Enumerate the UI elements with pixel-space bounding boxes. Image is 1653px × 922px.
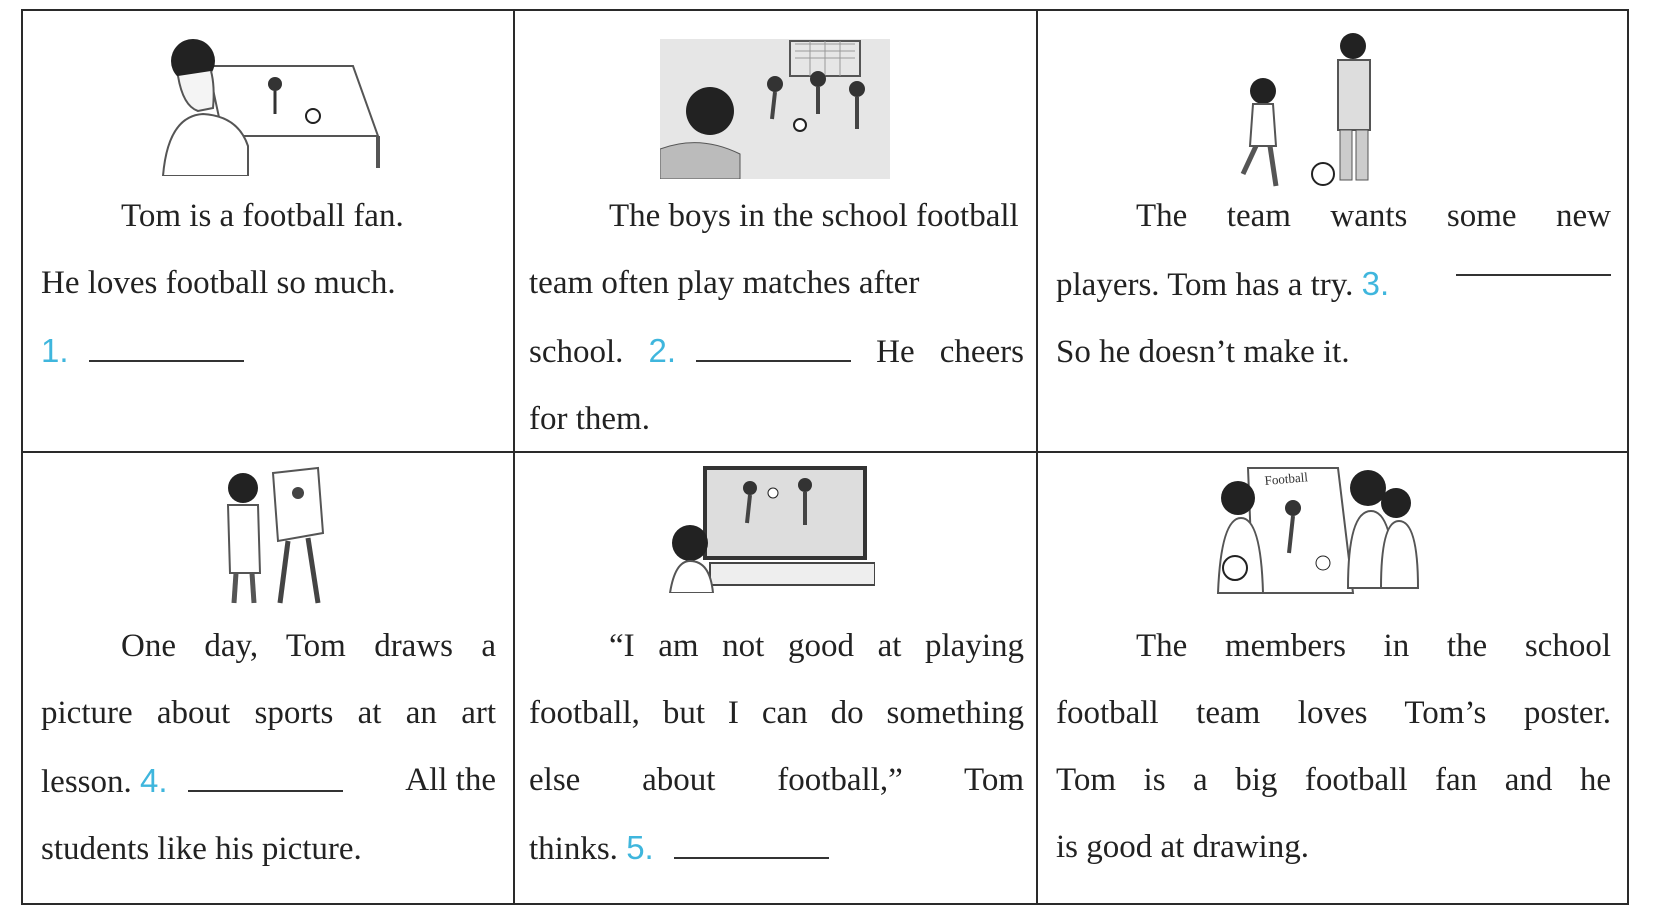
- panel-4-after: All the: [405, 762, 496, 798]
- panel-4-line-3: lesson.: [41, 764, 132, 800]
- panel-3-tail: So he doesn’t make it.: [1056, 334, 1350, 370]
- panel-2-tail: for them.: [529, 401, 650, 437]
- panel-5-line-3: else about football,” Tom: [529, 762, 1024, 798]
- panel-2-after: He cheers: [876, 334, 1024, 370]
- panel-1-line-1: Tom is a football fan.: [121, 198, 404, 234]
- boy-at-easel-illustration: [218, 463, 338, 613]
- panel-4-text: [41, 613, 496, 883]
- panel-4-line-1: One day, Tom draws a: [121, 628, 496, 664]
- panel-3-line-1: The team wants some new: [1136, 198, 1611, 234]
- panel-2-text: [529, 183, 1024, 453]
- panel-4-tail: students like his picture.: [41, 831, 362, 867]
- panel-2-line-3: school.: [529, 334, 624, 370]
- answer-blank-3[interactable]: [1456, 250, 1611, 276]
- panel-5: [515, 453, 1036, 905]
- panel-5-line-1: “I am not good at playing: [609, 628, 1024, 664]
- answer-blank-4[interactable]: [188, 766, 343, 792]
- panel-6: [1038, 453, 1629, 905]
- panel-6-line-4: is good at drawing.: [1056, 829, 1309, 865]
- panel-2-line-2: team often play matches after: [529, 265, 920, 301]
- boy-drawing-illustration: [153, 36, 383, 176]
- answer-blank-2[interactable]: [696, 336, 851, 362]
- blank-number-1: 1.: [41, 332, 69, 369]
- boy-and-coach-illustration: [1218, 26, 1418, 196]
- panel-1: [23, 11, 513, 451]
- panel-5-line-2: football, but I can do something: [529, 695, 1024, 731]
- panel-3: [1038, 11, 1629, 451]
- blank-number-2: 2.: [648, 332, 677, 369]
- panel-3-line-2: players. Tom has a try.: [1056, 267, 1354, 303]
- blank-number-3: 3.: [1361, 265, 1390, 302]
- panel-4: [23, 453, 513, 905]
- panel-6-line-2: football team loves Tom’s poster.: [1056, 695, 1611, 731]
- poster-word: Football: [1263, 469, 1309, 488]
- boy-watching-tv-illustration: [665, 463, 875, 593]
- panel-2: [515, 11, 1036, 451]
- panel-3-text: [1056, 183, 1611, 386]
- panel-6-line-1: The members in the school: [1136, 628, 1611, 664]
- blank-number-5: 5.: [626, 829, 654, 866]
- boys-playing-football-illustration: [660, 39, 890, 179]
- panel-6-line-3: Tom is a big football fan and he: [1056, 762, 1611, 798]
- boys-with-poster-illustration: [1213, 463, 1423, 603]
- panel-1-text: [41, 183, 496, 386]
- answer-blank-1[interactable]: [89, 336, 244, 362]
- panel-4-line-2: picture about sports at an art: [41, 695, 496, 731]
- blank-number-4: 4.: [140, 762, 168, 799]
- panel-6-text: [1056, 613, 1611, 881]
- panel-5-line-4: thinks.: [529, 831, 618, 867]
- story-grid: [21, 9, 1629, 905]
- panel-5-text: [529, 613, 1024, 883]
- panel-2-line-1: The boys in the school football: [609, 198, 1019, 234]
- panel-1-line-2: He loves football so much.: [41, 265, 396, 301]
- answer-blank-5[interactable]: [674, 833, 829, 859]
